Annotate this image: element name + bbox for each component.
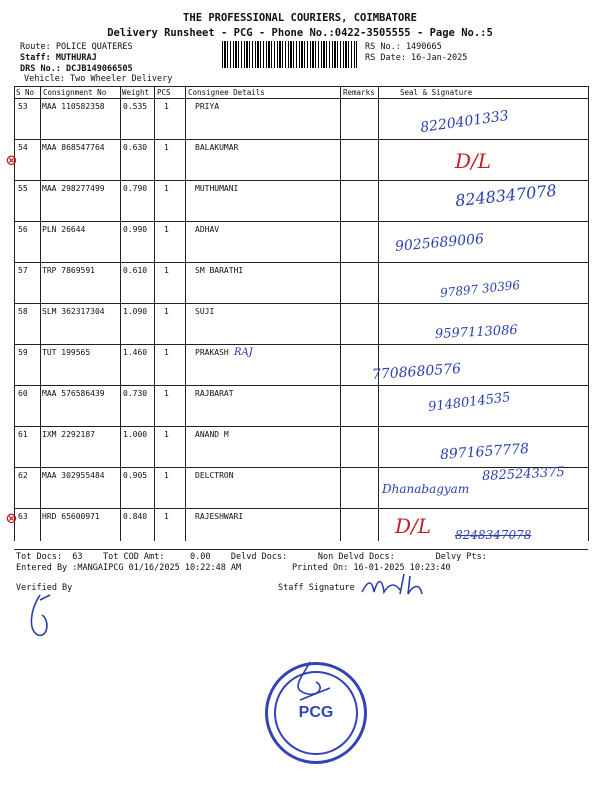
- row-consignment-no: SLM 362317304: [42, 307, 105, 316]
- company-title: THE PROFESSIONAL COURIERS, COIMBATORE: [183, 12, 417, 24]
- row-consignment-no: HRD 65600971: [42, 512, 100, 521]
- row-consignment-no: TRP 7869591: [42, 266, 95, 275]
- row-consignee: SUJI: [195, 307, 215, 316]
- row-consignee: PRIYA: [195, 102, 220, 111]
- red-mark-icon: ⊗: [6, 150, 17, 171]
- table-rule: [14, 139, 588, 140]
- row-consignment-no: MAA 868547764: [42, 143, 105, 152]
- row-weight: 1.000: [123, 430, 148, 439]
- row-handwritten-signature: D/L: [455, 149, 492, 173]
- row-consignment-no: MAA 110582358: [42, 102, 105, 111]
- row-sno: 53: [18, 102, 28, 111]
- rs-no-label: RS No.: 1490665: [365, 42, 442, 52]
- table-rule: [14, 508, 588, 509]
- row-pcs: 1: [164, 307, 169, 316]
- table-rule: [14, 303, 588, 304]
- row-weight: 0.610: [123, 266, 148, 275]
- table-rule: [14, 549, 588, 550]
- row-handwritten-signature: 9148014535: [427, 390, 512, 415]
- row-weight: 0.990: [123, 225, 148, 234]
- table-rule: [14, 98, 588, 99]
- col-header-sno: S No: [16, 88, 35, 97]
- table-column-rule: [185, 86, 186, 541]
- row-pcs: 1: [164, 471, 169, 480]
- row-handwritten-signature: D/L: [395, 514, 432, 538]
- row-handwritten-signature: 8825243375: [481, 464, 566, 485]
- row-pcs: 1: [164, 512, 169, 521]
- row-consignment-no: MAA 302955484: [42, 471, 105, 480]
- row-consignee: BALAKUMAR: [195, 143, 239, 152]
- row-weight: 0.730: [123, 389, 148, 398]
- row-sno: 55: [18, 184, 28, 193]
- row-consignment-no: IXM 2292187: [42, 430, 95, 439]
- row-pcs: 1: [164, 266, 169, 275]
- row-consignee: RAJESHWARI: [195, 512, 244, 521]
- entered-by: Entered By :MANGAIPCG 01/16/2025 10:22:48 AM: [16, 563, 242, 573]
- row-sno: 62: [18, 471, 28, 480]
- row-sno: 58: [18, 307, 28, 316]
- handwritten-raj: RAJ: [234, 347, 253, 358]
- table-column-rule: [588, 86, 589, 541]
- table-rule: [14, 385, 588, 386]
- row-handwritten-signature: 97897 30396: [439, 277, 521, 301]
- col-header-weight: Weight: [122, 88, 150, 97]
- runsheet-subtitle: Delivery Runsheet - PCG - Phone No.:0422-3505555 - Page No.:5: [107, 27, 493, 39]
- row-weight: 0.790: [123, 184, 148, 193]
- totals-line: Tot Docs: 63 Tot COD Amt: 0.00 Delvd Docs: Non Delvd Docs: Delvy Pts:: [16, 552, 487, 562]
- row-consignee: SM BARATHI: [195, 266, 244, 275]
- verified-by-label: Verified By: [16, 583, 73, 593]
- row-pcs: 1: [164, 102, 169, 111]
- red-mark-icon: ⊗: [6, 508, 17, 529]
- row-weight: 0.905: [123, 471, 148, 480]
- row-handwritten-signature: 9025689006: [394, 231, 485, 255]
- col-header-pcs: PCS: [157, 88, 171, 97]
- row-sno: 60: [18, 389, 28, 398]
- table-column-rule: [154, 86, 155, 541]
- col-header-remarks: Remarks: [343, 88, 375, 97]
- row-handwritten-signature: 8220401333: [419, 107, 510, 137]
- row-handwritten-signature: 8971657778: [439, 440, 530, 464]
- route-label: Route: POLICE QUATERES: [20, 42, 133, 52]
- staff-signature-label: Staff Signature: [278, 583, 355, 593]
- row-consignee: DELCTRON: [195, 471, 234, 480]
- row-consignment-no: MAA 298277499: [42, 184, 105, 193]
- row-sno: 54: [18, 143, 28, 152]
- row-weight: 0.840: [123, 512, 148, 521]
- row-consignment-no: PLN 26644: [42, 225, 86, 234]
- row-consignee: RAJBARAT: [195, 389, 234, 398]
- drs-label: DRS No.: DCJB149066505: [20, 64, 133, 74]
- row-handwritten-signature: 8248347078: [454, 180, 558, 211]
- row-weight: 0.535: [123, 102, 148, 111]
- row-pcs: 1: [164, 348, 169, 357]
- row-pcs: 1: [164, 389, 169, 398]
- row-pcs: 1: [164, 143, 169, 152]
- row-consignee: PRAKASH: [195, 348, 229, 357]
- vehicle-label: Vehicle: Two Wheeler Delivery: [24, 74, 173, 84]
- table-rule: [14, 344, 588, 345]
- row-pcs: 1: [164, 430, 169, 439]
- table-rule: [14, 426, 588, 427]
- table-column-rule: [340, 86, 341, 541]
- table-column-rule: [40, 86, 41, 541]
- row-sno: 57: [18, 266, 28, 275]
- row-consignee: MUTHUMANI: [195, 184, 239, 193]
- row-weight: 0.630: [123, 143, 148, 152]
- row-sno: 61: [18, 430, 28, 439]
- row-consignment-no: MAA 576586439: [42, 389, 105, 398]
- row-consignment-no: TUT 199565: [42, 348, 91, 357]
- printed-on: Printed On: 16-01-2025 10:23:40: [292, 563, 451, 573]
- table-rule: [14, 180, 588, 181]
- row-handwritten-signature: 9597113086: [434, 322, 519, 343]
- table-rule: [14, 221, 588, 222]
- handwritten-struck-number: 8248347078: [455, 528, 532, 542]
- col-header-consignee: Consignee Details: [188, 88, 265, 97]
- col-header-consignment: Consignment No: [43, 88, 107, 97]
- row-weight: 1.090: [123, 307, 148, 316]
- row-consignee: ADHAV: [195, 225, 220, 234]
- table-column-rule: [378, 86, 379, 541]
- staff-label: Staff: MUTHURAJ: [20, 53, 97, 63]
- row-consignee: ANAND M: [195, 430, 229, 439]
- row-sno: 56: [18, 225, 28, 234]
- row-sno: 59: [18, 348, 28, 357]
- table-rule: [14, 262, 588, 263]
- rs-date-label: RS Date: 16-Jan-2025: [365, 53, 468, 63]
- stamp-signature: [280, 660, 340, 710]
- row-pcs: 1: [164, 225, 169, 234]
- row-handwritten-signature: 7708680576: [371, 360, 462, 384]
- row-sno: 63: [18, 512, 28, 521]
- staff-signature: [360, 570, 440, 600]
- stamp-text: PCG: [298, 704, 334, 721]
- handwritten-dhanabagyam: Dhanabagyam: [382, 482, 470, 496]
- table-column-rule: [120, 86, 121, 541]
- row-pcs: 1: [164, 184, 169, 193]
- row-weight: 1.460: [123, 348, 148, 357]
- table-rule: [14, 86, 588, 87]
- barcode: [222, 41, 357, 68]
- col-header-seal: Seal & Signature: [400, 88, 473, 97]
- verifier-signature: [20, 590, 70, 640]
